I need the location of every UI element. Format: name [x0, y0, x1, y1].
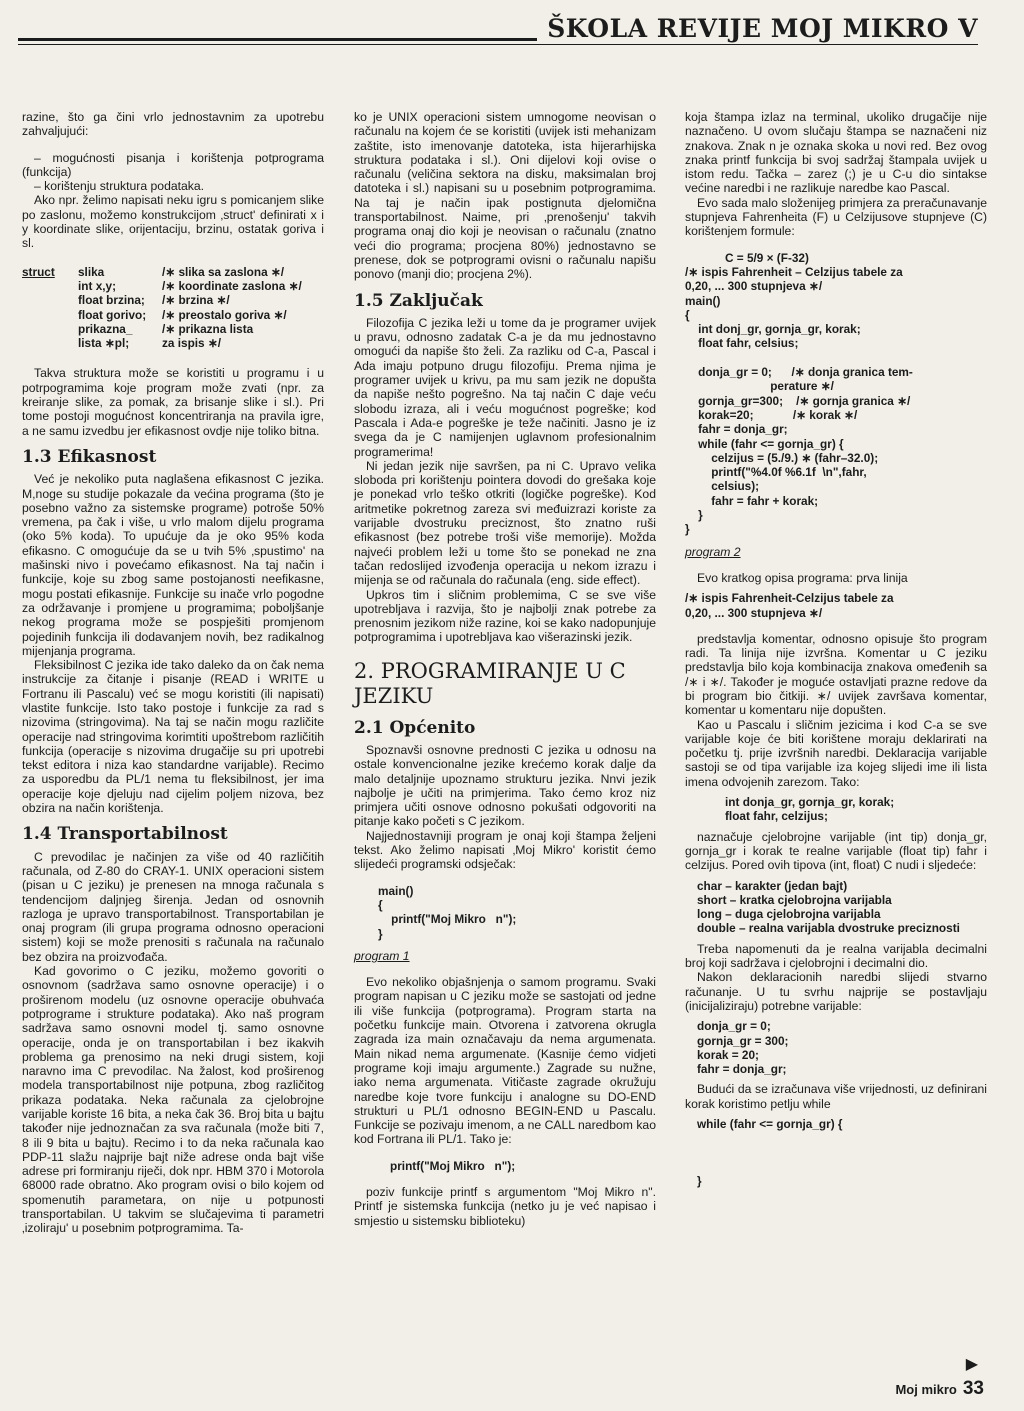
code-block: donja_gr = 0; gornja_gr = 300; korak = 20; fahr = donja_gr; [697, 1019, 789, 1077]
paragraph: Spoznavši osnovne prednosti C jezika u odnosu na ostale konvencionalne jezike krećemo korak dalje da malo detaljnije upoznamo strukturu jezika. Nnvi jezik najbolje je učiti na primjerima. Tako ćemo kroz niz primjera učiti osnove odnosno pokušati odgovoriti na pitanje kako početi s C jezikom. [354, 742, 656, 829]
paragraph: Već je nekoliko puta naglašena efikasnost C jezika. M,noge su studije pokazale da većina programa (što je posebno važno za sistemske programe) potroše 50% vremena, pa čak i više, u vrlo malom dijelu programa (oko 5% koda). To upućuje da je oko 95% koda efikasno. C omogućuje da se u tvih 5% ‚spustimo' na mašinski nivo i povećamo efikasnost. Na taj način i funkcije, koje su zbog same postojanosti neefikasne, mogu postati efikasnije. Funkcije su inače vrlo pogodne za održavanje i promjene u programima; poboljšanje nekog programa može se pospješiti promjenom pojedinih funkcija ili dodavanjem novih, bez radikalnog mijenjanja programa. [22, 472, 324, 658]
paragraph: Budući da se izračunava više vrijednosti, uz definirani korak koristimo petlju while [685, 1082, 987, 1111]
chapter-heading: 2. PROGRAMIRANJE U C JEZIKU [354, 658, 626, 708]
paragraph: Treba napomenuti da je realna varijabla decimalni broj koji sadržava i cjelobrojni i decimalni dio. [685, 941, 987, 971]
paragraph: ko je UNIX operacioni sistem umnogome neovisan o računalu na kojem će se koristiti (uvijek isti mehanizam zaštite, isto imenovanje datoteka, ista hijerarhijska struktura podataka i sl.). Oni dijelovi koji ovise o računalu (veličina sektora na disku, maksimalan broj datoteka i sl.) napisani su u posebnim potprogramima. Na taj je način ipak postignuta djelomična transportabilnost. Naime, pri ‚prenošenju' takvih programa onaj dio koji je neovisan o računalu (znatno veći dio programa; procjena 80%) jednostavno se prenese, dok se potprogrami ovisni o računalu napišu ponovo (manji dio; procjena 2%). [354, 110, 656, 282]
page-number: 33 [962, 1378, 984, 1399]
struct-cell [22, 308, 78, 322]
continue-arrow-icon: ▶ [965, 1356, 978, 1373]
code-block: int donja_gr, gornja_gr, korak; float fahr, celzijus; [725, 795, 895, 824]
code-block: main() { printf("Moj Mikro n"); } [378, 883, 517, 941]
code-block: printf("Moj Mikro n"); [390, 1158, 516, 1173]
struct-cell: /∗ slika sa zaslona ∗/ [162, 264, 285, 279]
struct-cell: float brzina; [78, 293, 145, 308]
header-rule-thin [18, 44, 978, 45]
running-header: ŠKOLA REVIJE MOJ MIKRO V [537, 14, 978, 43]
struct-cell: prikazna_ [78, 321, 133, 336]
paragraph: Ako npr. želimo napisati neku igru s pomicanjem slike po zaslonu, možemo konstrukcijom ‚struct' definirati x i y koordinate slike, orijentaciju, brzinu, ostatak goriva i sl. [22, 193, 324, 251]
paragraph: Evo kratkog opisa programa: prva linija [697, 570, 908, 585]
struct-cell: lista ∗pl; [78, 336, 130, 351]
paragraph: Takva struktura može se koristiti u programu i u potrpogramima koje program može zvati (npr. za kreiranje slike, za pomak, za brisanje slike i sl.). Pri tome postoji mogućnost koncentriranja na pravila igre, a ne samu izvedbu jer efikasnost ovdje nije toliko bitna. [22, 366, 324, 438]
paragraph: Filozofija C jezika leži u tome da je programer uvijek u pravu, odnosno zadatak C-a je da mu jednostavno omogući da napiše što želi. Za razliku od C-a, Pascal i Ada imaju potpuno drugu filozofiju. Prema njima je programer uvijek u krivu, pa mu sam jezik ne dopušta da napiše nešto pogrešno. Na taj način C daje veću slobodu izraza, ali i veću mogućnost pogreške; kod Pascala i Ada-e pogreške je teže načiniti. Jasno je iz svega da je C namijenjen uglavnom profesionalnim programerima! [354, 315, 656, 459]
code-caption: program 1 [354, 948, 410, 963]
type-item: short – kratka cjelobrojna varijabla [697, 892, 892, 907]
code-block: /∗ ispis Fahrenheit-Celzijus tabele za 0,20, ... 300 stupnjeva ∗/ [685, 591, 894, 620]
struct-cell [22, 322, 78, 336]
column-2 [354, 110, 656, 1228]
struct-cell: int x,y; [78, 278, 117, 293]
section-heading: 1.3 Efikasnost [22, 446, 157, 467]
footer-label: Moj mikro [895, 1382, 957, 1397]
paragraph: Upkros tim i sličnim problemima, C se sve više upotrebljava i razvija, što je najbolji znak potrebe za prenosnim jezikom niže razine, koi se kako nadopunjuje potprogramima i upotrebljava kao višerazinski jezik. [354, 587, 656, 645]
page-footer [895, 1378, 984, 1400]
struct-cell: /∗ preostalo goriva ∗/ [162, 307, 287, 322]
paragraph: Evo sada malo složenijeg primjera za preračunavanje stupnjeva Fahrenheita (F) u Celzijusove stupnjeve (C) korištenjem formule: [685, 195, 987, 239]
list-item: – korištenju struktura podataka. [34, 179, 205, 194]
code-caption: program 2 [685, 544, 741, 559]
paragraph: Najjednostavniji program je onaj koji štampa željeni tekst. Ako želimo napisati ‚Moj Mikro' koristit ćemo slijedeći programski odsječak: [354, 828, 656, 872]
paragraph: Kao u Pascalu i sličnim jezicima i kod C-a se sve varijable koje će biti korištene moraju deklarirati na početku tj. prije izvršnih naredbi. Deklaracija varijable sastoji se od tipa varijable iza kojeg slijedi ime ili lista imena odvojenih zarezom. Tako: [685, 717, 987, 789]
paragraph: Fleksibilnost C jezika ide tako daleko da on čak nema instrukcije za čitanje i pisanje (READ i WRITE u Fortranu ili Pascalu) već se mogu koristiti (ili napisati) vlastite funkcije. Isto tako postoje i funkcije za rad s nizovima (stringovima). Na taj se način mogu različite operacije nad stringovima korimtiti upoštrebom različitih funkcija (operacije s nizovima drugačije su pri upotrebi tekst editora i niza kao standardne varijable). Recimo za usporedbu da PL/1 nema tu fleksibilnost, jer ima operacije koje djeluju nad cijelim poljem nizova, bez obzira na način korištenja. [22, 658, 324, 816]
paragraph: predstavlja komentar, odnosno opisuje što program radi. Ta linija nije izvršna. Komentar u C jeziku predstavlja bilo koja kombinacija znakova omeđenih sa /∗ i ∗/. Također je moguće ostavljati prazne redove da bi program bio čitkiji. ∗/ uvijek završava komentar, komentar u komentaru nije dopušten. [685, 631, 987, 718]
formula: C = 5/9 × (F-32) [725, 250, 809, 265]
column-3 [685, 110, 987, 1188]
paragraph: naznačuje cjelobrojne varijable (int tip) donja_gr, gornja_gr i korak te realne varijable (float tip) fahr i celzijus. Pored ovih tipova (int, float) C nudi i sljedeće: [685, 829, 987, 873]
paragraph: Evo nekoliko objašnjenja o samom programu. Svaki program napisan u C jeziku može se sastojati od jedne ili više funkcija (potprograma). Program starta na početku funkcije main. Otvorena i zatvorena okrugla zagrada iza main označavaju da nema argumenata. Main nikad nema argumenate. (Kasnije ćemo vidjeti programe koji imaju argumente.) Zagrade su nužne, iako nema argumenata. Vitičaste zagrade okružuju naredbe koje tvore funkciju i analogne su DO-END strukturi u PL/1 odnosno BEGIN-END u Pascalu. Funkcije se pozivaju imenom, a ne CALL naredbom kao kod Fortrana ili PL/1. Tako je: [354, 975, 656, 1147]
struct-cell [22, 279, 78, 293]
paragraph: koja štampa izlaz na terminal, ukoliko drugačije nije naznačeno. U ovom slučaju štampa se naznačeni niz znakova. Znak n je oznaka skoka u novi red. Bez ovog znaka printf funkcija bi svoj sadržaj štampala uvijek u istom redu. Tačka – zarez (;) je u C-u dio sintakse većine naredbi i ne razlikuje naredbe kao Pascal. [685, 110, 987, 196]
struct-cell [22, 336, 78, 350]
type-item: double – realna varijabla dvostruke preciznosti [697, 921, 960, 936]
paragraph: poziv funkcije printf s argumentom "Moj Mikro n". Printf je sistemska funkcija (netko ju je već napisao i smjestio u sistemsku biblioteku) [354, 1185, 656, 1228]
struct-cell: float gorivo; [78, 307, 147, 322]
section-heading: 2.1 Općenito [354, 717, 476, 738]
paragraph: razine, što ga čini vrlo jednostavnim za upotrebu zahvaljujući: [22, 110, 324, 139]
struct-cell: za ispis ∗/ [162, 336, 222, 351]
struct-cell: slika [78, 264, 105, 279]
code-block: /∗ ispis Fahrenheit – Celzijus tabele za 0,20, ... 300 stupnjeva ∗/ main() { int donj_gr, gornja_gr, korak; float fahr, celsius; donja_gr = 0; /∗ donja granica tem- perature ∗/ gornja_gr=300; /∗ gornja granica ∗/ korak=20; /∗ korak ∗/ fahr = donja_gr; while (fahr <= gornja_gr) { celzijus = (5./9.) ∗ (fahr–32.0); printf("%4.0f %6.1f \n",fahr, celsius); fahr = fahr + korak; } } [685, 264, 913, 537]
paragraph: C prevodilac je načinjen za više od 40 različitih računala, od Z-80 do CRAY-1. UNIX operacioni sistem (pisan u C jeziku) je prenesen na mnoga računala s tendencijom daljnjeg širenja. Jedan od osnovnih razloga je upravo transportabilnost. Transportabilan je onaj program (ili grupa programa odnosno operacioni sistem) koji se može prenositi s računala na računalo bez obzira na proizvođača. [22, 849, 324, 964]
paragraph: Ni jedan jezik nije savršen, pa ni C. Upravo velika sloboda pri korištenju pointera dovodi do grešaka koje je ponekad vrlo teško otkriti (logičke pogreške). Kod aritmetike pokretnog zareza svi međuizrazi koriste za varijable dvostruku preciznost, što znatno ruši efikasnost (bez potrebe troši više memorije). Možda najveći problem leži u tome što se ponekad ne zna tačan redoslijed izvođenja operacija u nekom izrazu i mijenja se od računala do računala (eng. side effect). [354, 458, 656, 588]
section-heading: 1.5 Zaključak [354, 290, 483, 311]
types-list [685, 879, 987, 936]
struct-cell: /∗ brzina ∗/ [162, 293, 230, 308]
struct-cell: /∗ koordinate zaslona ∗/ [162, 278, 302, 293]
type-item: long – duga cjelobrojna varijabla [697, 907, 881, 922]
column-1 [22, 110, 324, 1236]
section-heading: 1.4 Transportabilnost [22, 824, 228, 845]
struct-cell [22, 293, 78, 307]
type-item: char – karakter (jedan bajt) [697, 878, 848, 893]
paragraph: Nakon deklaracionih naredbi slijedi stvarno računanje. U tu svrhu najprije se postavljaju (inicijaliziraju) potrebne varijable: [685, 970, 987, 1013]
struct-code [22, 265, 324, 351]
list-item: – mogućnosti pisanja i korištenja potprograma (funkcija) [22, 150, 324, 179]
struct-cell: struct [22, 264, 55, 279]
paragraph: Kad govorimo o C jeziku, možemo govoriti o osnovnom (sadržava samo osnovne operacije) i o proširenom modelu (uz osnovne operacije obuhvaća potprograme i strukture podataka). Ako naš program sadržava samo osnovni model tj. samo osnovne operacije, onda je on transportabilan i bez ikakvih problema ga prenosimo na neki drugi sistem, koji naravno ima C prevodilac. Na žalost, kod proširenog modela transportabilnost nije potpuna, zbog različitog prikaza podataka. Neka računala za cjelobrojne varijable koriste 16 bita, a neka čak 36. Broj bita u bajtu također nije jednoznačan za sva računala (može biti 7, 8 ili 9 bita u bajtu). Recimo i to da neka računala kao PDP-11 slažu najprije bajt niže adrese onda bajt više adrese pri formiranju riječi, dok npr. HBM 370 i Motorola 68000 rade obratno. Ako program ovisi o bilo kojem od spomenutih parametara, on nije u potpunosti transportabilan. U takvim se slučajevima ti parametri ‚izoliraju' u posebnim potprogramima. Ta- [22, 964, 324, 1236]
struct-cell: /∗ prikazna lista [162, 321, 254, 336]
code-block: while (fahr <= gornja_gr) { } [697, 1117, 843, 1189]
